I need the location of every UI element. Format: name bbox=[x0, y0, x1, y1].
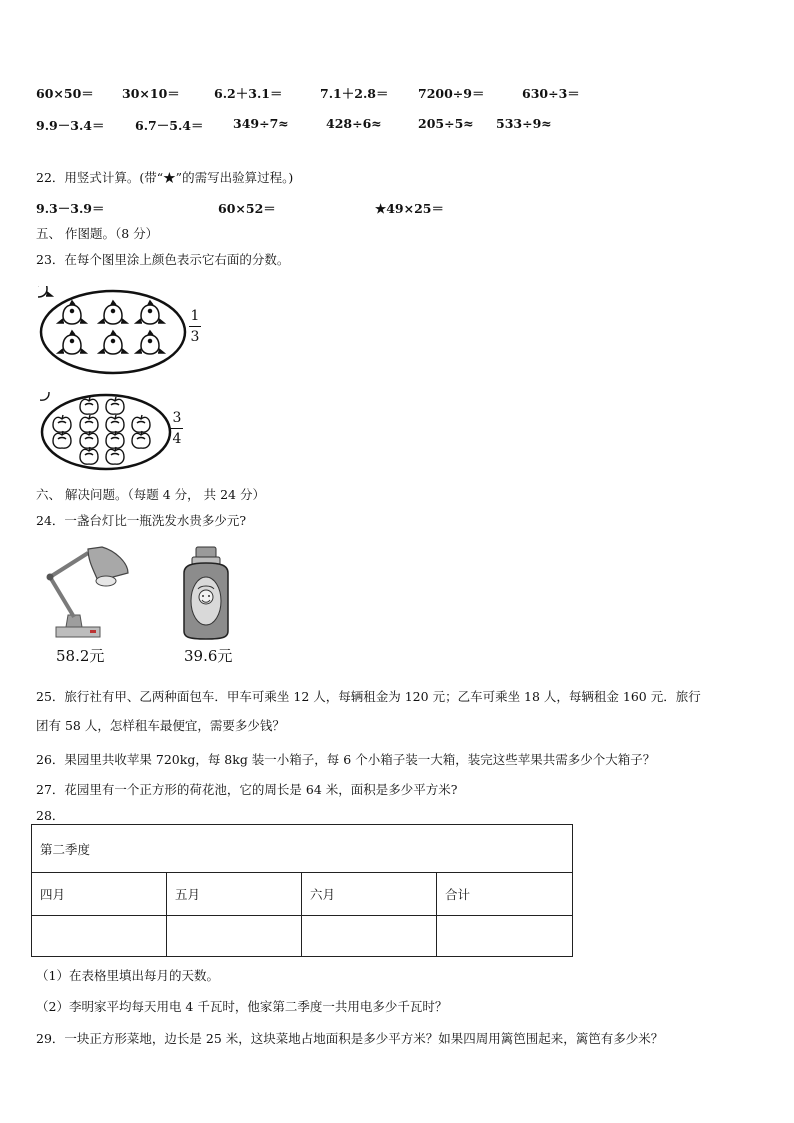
table-cell-total[interactable] bbox=[437, 916, 573, 957]
question-25-line1: 25．旅行社有甲、乙两种面包车．甲车可乘坐 12 人，每辆租金为 120 元；乙车可乘坐 18 人，每辆租金 160 元．旅行 bbox=[36, 689, 701, 704]
fraction-three-quarters: 3 4 bbox=[172, 410, 182, 447]
table-header-may: 五月 bbox=[167, 873, 302, 916]
shampoo-price: 39.6元 bbox=[184, 647, 233, 665]
oral-item: 6.7－5.4＝ bbox=[135, 118, 204, 133]
quarter-table bbox=[31, 824, 573, 957]
section-5-heading: 五、 作图题。（8 分） bbox=[36, 226, 159, 241]
question-28-sub1: （1）在表格里填出每月的天数。 bbox=[36, 968, 219, 983]
oral-item: 9.9－3.4＝ bbox=[36, 118, 105, 133]
oral-item: 533÷9≈ bbox=[496, 116, 552, 131]
table-header-total: 合计 bbox=[437, 873, 573, 916]
oral-item: 30×10＝ bbox=[122, 86, 180, 101]
table-cell-june[interactable] bbox=[302, 916, 437, 957]
table-cell-april[interactable] bbox=[32, 916, 167, 957]
oral-item: 6.2＋3.1＝ bbox=[214, 86, 283, 101]
table-header-june: 六月 bbox=[302, 873, 437, 916]
section-6-heading: 六、 解决问题。（每题 4 分， 共 24 分） bbox=[36, 487, 265, 502]
question-22-title: 22．用竖式计算。(带“★”的需写出验算过程。) bbox=[36, 170, 294, 185]
oral-item: 7200÷9＝ bbox=[418, 86, 485, 101]
lamp-price: 58.2元 bbox=[56, 647, 105, 665]
fraction-one-third: 1 3 bbox=[190, 308, 200, 345]
oral-item: 205÷5≈ bbox=[418, 116, 474, 131]
question-29: 29．一块正方形菜地，边长是 25 米，这块菜地占地面积是多少平方米？如果四周用篱笆围起来，篱笆有多少米？ bbox=[36, 1031, 664, 1046]
question-26: 26．果园里共收苹果 720kg，每 8kg 装一小箱子，每 6 个小箱子装一大箱，装完这些苹果共需多少个大箱子？ bbox=[36, 752, 656, 767]
question-23-title: 23．在每个图里涂上颜色表示它右面的分数。 bbox=[36, 252, 290, 267]
table-header-april: 四月 bbox=[32, 873, 167, 916]
figure-oval-birds bbox=[38, 286, 188, 376]
table-title: 第二季度 bbox=[32, 825, 573, 873]
q22-item: 60×52＝ bbox=[218, 201, 276, 216]
question-27: 27．花园里有一个正方形的荷花池，它的周长是 64 米，面积是多少平方米? bbox=[36, 782, 458, 797]
oral-item: 349÷7≈ bbox=[233, 116, 289, 131]
oral-item: 630÷3＝ bbox=[522, 86, 580, 101]
table-cell-may[interactable] bbox=[167, 916, 302, 957]
q22-item: ★49×25＝ bbox=[375, 201, 444, 216]
desk-lamp-icon bbox=[44, 545, 130, 641]
figure-oval-apples bbox=[40, 392, 172, 472]
oral-item: 60×50＝ bbox=[36, 86, 94, 101]
shampoo-bottle-icon bbox=[176, 545, 236, 641]
oral-item: 428÷6≈ bbox=[326, 116, 382, 131]
question-28-number: 28． bbox=[36, 808, 65, 823]
question-25-line2: 团有 58 人，怎样租车最便宜，需要多少钱？ bbox=[36, 718, 285, 733]
oral-item: 7.1＋2.8＝ bbox=[320, 86, 389, 101]
q22-item: 9.3－3.9＝ bbox=[36, 201, 105, 216]
question-28-sub2: （2）李明家平均每天用电 4 千瓦时，他家第二季度一共用电多少千瓦时？ bbox=[36, 999, 448, 1014]
question-24-title: 24．一盏台灯比一瓶洗发水贵多少元? bbox=[36, 513, 247, 528]
